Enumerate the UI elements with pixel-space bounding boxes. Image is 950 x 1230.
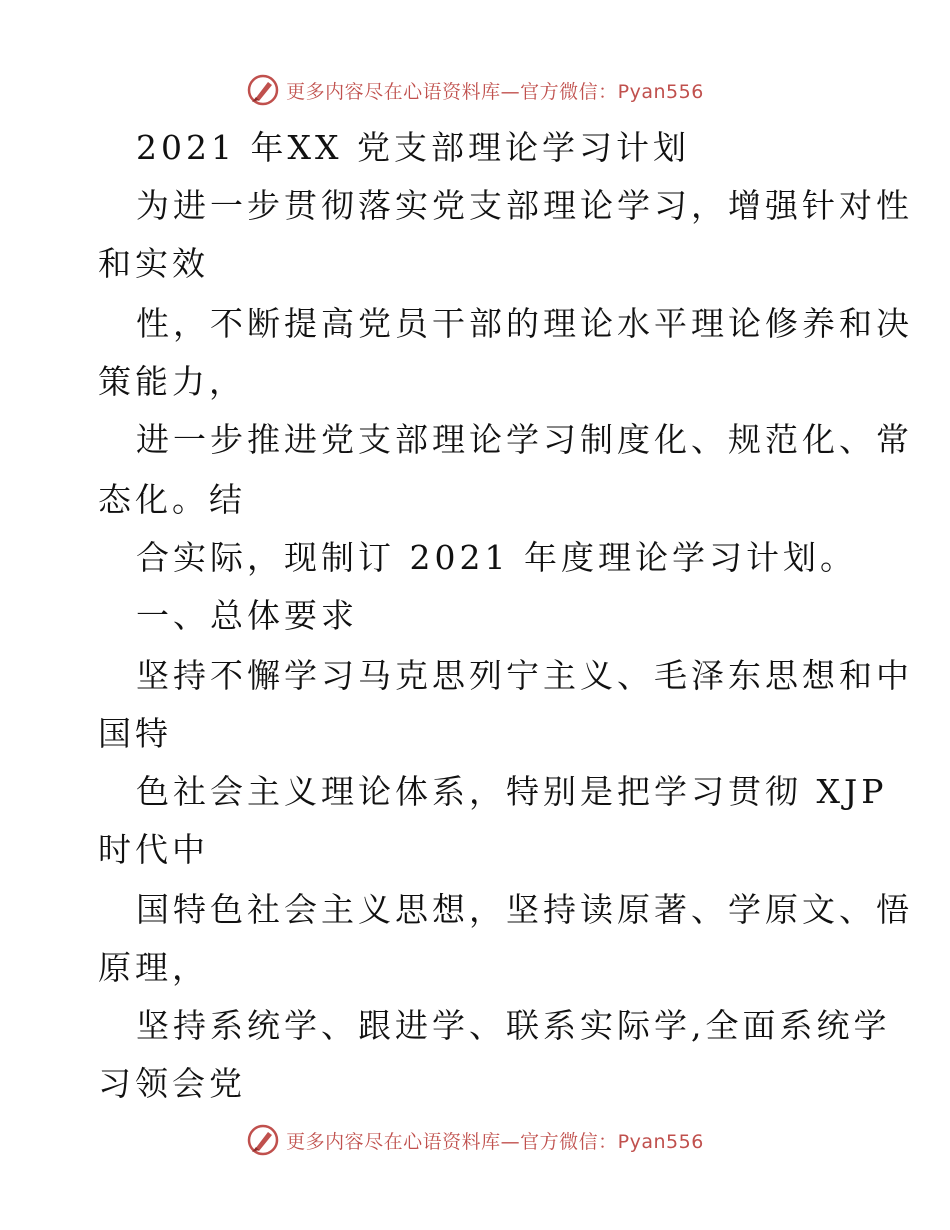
text-line: 坚持不懈学习马克思列宁主义、毛泽东思想和中: [136, 656, 913, 695]
text-line: 合实际，现制订 2021 年度理论学习计划。: [136, 538, 857, 577]
text-line: 策能力，: [98, 362, 246, 401]
text-line: 色社会主义理论体系，特别是把学习贯彻 XJP: [136, 772, 888, 811]
fountain-pen-logo-icon: [246, 73, 280, 107]
text-line: 和实效: [98, 244, 209, 283]
banner-text: 更多内容尽在心语资料库—官方微信：Pyan556: [286, 1130, 704, 1153]
text-line: 国特: [98, 714, 172, 753]
text-line: 原理，: [98, 948, 209, 987]
text-line: 坚持系统学、跟进学、联系实际学,全面系统学: [136, 1006, 891, 1045]
header-banner: [0, 70, 950, 110]
banner-text: 更多内容尽在心语资料库—官方微信：Pyan556: [286, 80, 704, 103]
text-line: 为进一步贯彻落实党支部理论学习，增强针对性: [136, 186, 913, 225]
wechat-id: Pyan556: [617, 80, 704, 103]
text-line: 性，不断提高党员干部的理论水平理论修养和决: [136, 304, 913, 343]
text-line: 国特色社会主义思想，坚持读原著、学原文、悟: [136, 890, 913, 929]
wechat-id: Pyan556: [617, 1130, 704, 1153]
document-title: 2021 年XX 党支部理论学习计划: [136, 128, 690, 167]
text-line: 时代中: [98, 830, 209, 869]
text-line: 进一步推进党支部理论学习制度化、规范化、常: [136, 420, 913, 459]
text-line: 态化。结: [98, 480, 246, 519]
section-heading: 一、总体要求: [136, 596, 358, 635]
footer-banner: [0, 1120, 950, 1160]
fountain-pen-logo-icon: [246, 1123, 280, 1157]
text-line: 习领会党: [98, 1064, 246, 1103]
